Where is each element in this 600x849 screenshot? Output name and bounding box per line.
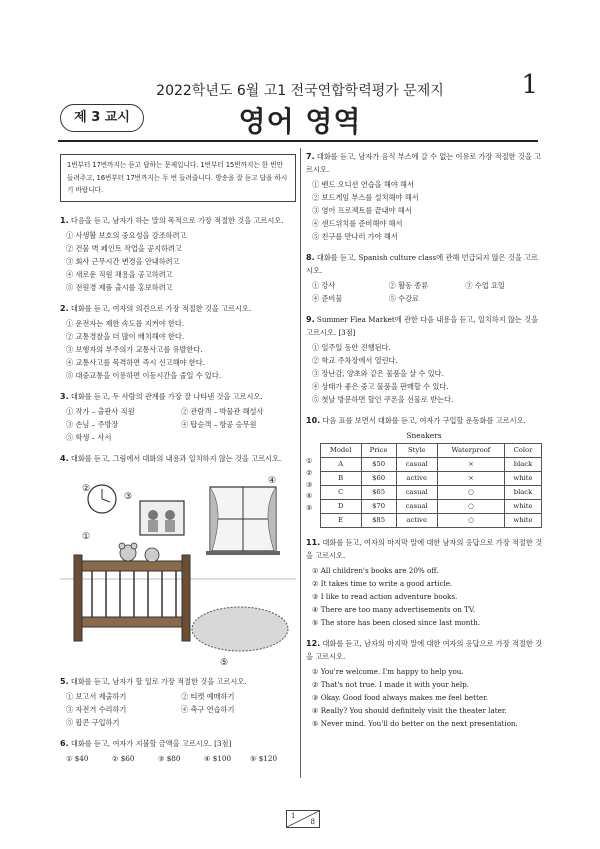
column-header: Style	[396, 444, 437, 458]
question-text: 대화를 듣고, Spanish culture class에 관해 언급되지 않은 것을 고르시오.	[306, 253, 538, 275]
table-cell: $70	[361, 500, 396, 514]
option: ② It takes time to write a good article.	[312, 579, 453, 588]
option: ④ 탑승객 – 항공 승무원	[181, 419, 257, 429]
question-text: 대화를 듣고, 여자가 지불할 금액을 고르시오. [3점]	[70, 738, 232, 748]
table-cell: B	[320, 472, 361, 486]
table-caption: Sneakers	[406, 431, 442, 440]
question-number: 3.	[60, 391, 69, 401]
table-cell: active	[396, 514, 437, 528]
table-cell: casual	[396, 486, 437, 500]
table-cell: ×	[437, 458, 504, 472]
table-cell: white	[504, 472, 541, 486]
table-cell: ○	[437, 486, 504, 500]
option: ④ $100	[204, 753, 232, 763]
question-number: 7.	[306, 152, 315, 161]
table-row	[320, 500, 541, 514]
question-number: 10.	[306, 416, 321, 425]
question-1	[60, 214, 296, 294]
option: ⑤ 팝콘 구입하기	[66, 717, 120, 727]
option: ③ I like to read action adventure books.	[312, 592, 458, 601]
option: ② 활동 종류	[388, 281, 429, 290]
option: ① 작가 – 출판사 직원	[66, 406, 135, 416]
option: ② 건물 벽 페인트 작업을 공지하려고	[66, 243, 182, 253]
mark-1: ①	[82, 531, 91, 542]
option: ③ 장난감, 양초와 같은 물품을 살 수 있다.	[312, 369, 444, 378]
option: ④ 샌드위치를 준비해야 해서	[312, 219, 403, 228]
table-cell: E	[320, 514, 361, 528]
window-icon	[206, 487, 280, 555]
family-picture-icon	[140, 501, 184, 535]
option: ④ There are too many advertisements on TV.	[312, 605, 476, 614]
row-mark: ③	[306, 480, 313, 489]
clock-icon	[88, 485, 116, 513]
subject-title: 영어 영역	[238, 105, 362, 138]
question-number: 9.	[306, 315, 315, 324]
option: ③ $80	[158, 753, 181, 763]
question-number: 5.	[60, 676, 69, 686]
option: ④ 교통사고를 목격하면 즉시 신고해야 한다.	[66, 357, 205, 367]
question-12	[306, 637, 542, 730]
option: ② 관람객 – 박물관 해설사	[181, 406, 264, 416]
option: ④ 상태가 좋은 중고 물품을 판매할 수 있다.	[312, 382, 449, 391]
option: ① 보고서 제출하기	[66, 691, 127, 701]
option: ⑤ 첫날 방문하면 할인 쿠폰을 선물로 받는다.	[312, 395, 454, 404]
option: ① You're welcome. I'm happy to help you.	[312, 667, 464, 676]
option: ① 사생활 보호의 중요성을 강조하려고	[66, 230, 187, 240]
column-header: Waterproof	[437, 444, 504, 458]
option: ② 교통경찰을 더 많이 배치해야 한다.	[66, 331, 185, 341]
option: ③ 회사 근무시간 변경을 안내하려고	[66, 256, 180, 266]
option: ① $40	[66, 753, 89, 763]
column-header: Price	[361, 444, 396, 458]
table-cell: $60	[361, 472, 396, 486]
question-10	[306, 414, 542, 528]
option: ① All children's books are 20% off.	[312, 566, 439, 575]
question-number: 6.	[60, 738, 69, 748]
column-header: Model	[320, 444, 361, 458]
question-11	[306, 536, 542, 629]
table-cell: casual	[396, 458, 437, 472]
table-cell: ○	[437, 514, 504, 528]
question-number: 8.	[306, 253, 315, 262]
table-cell: white	[504, 500, 541, 514]
table-cell: active	[396, 472, 437, 486]
table-row	[320, 514, 541, 528]
row-mark: ⑤	[306, 504, 313, 513]
table-cell: white	[504, 514, 541, 528]
listening-notice: 1번부터 17번까지는 듣고 답하는 문제입니다. 1번부터 15번까지는 한 번만 들려주고, 16번부터 17번까지는 두 번 들려줍니다. 방송을 잘 듣고 답을 하시기 바랍니다.	[60, 154, 296, 202]
option: ④ 새로운 직원 채용을 공고하려고	[66, 269, 173, 279]
table-row	[320, 486, 541, 500]
option: ② 보드게임 부스를 설치해야 해서	[312, 193, 419, 202]
mark-4: ④	[268, 475, 277, 486]
question-6	[60, 737, 296, 765]
option: ③ 영어 프로젝트를 끝내야 해서	[312, 206, 412, 215]
option: ② 티켓 예매하기	[181, 691, 235, 701]
table-cell: ○	[437, 500, 504, 514]
exam-title: 2022학년도 6월 고1 전국연합학력평가 문제지	[156, 83, 444, 99]
header-rule	[58, 140, 538, 142]
option: ④ Really? You should definitely visit the theater later.	[312, 706, 507, 715]
question-text: Summer Flea Market에 관한 다음 내용을 듣고, 일치하지 않는 것을 고르시오. [3점]	[306, 315, 539, 337]
question-text: 대화를 듣고, 남자가 할 일로 가장 적절한 것을 고르시오.	[70, 676, 247, 686]
option: ① 일주일 동안 진행된다.	[312, 343, 391, 352]
option: ③ 손님 – 주방장	[66, 419, 119, 429]
question-text: 대화를 듣고, 여자의 마지막 말에 대한 남자의 응답으로 가장 적절한 것을 고르시오.	[306, 538, 543, 560]
question-text: 대화를 듣고, 여자의 의견으로 가장 적절한 것을 고르시오.	[70, 303, 252, 313]
page-number: 1	[521, 70, 538, 100]
table-row	[320, 458, 541, 472]
bedroom-illustration	[60, 469, 296, 667]
table-cell: C	[320, 486, 361, 500]
table-cell: $85	[361, 514, 396, 528]
question-number: 1.	[60, 215, 69, 225]
question-number: 2.	[60, 303, 69, 313]
option: ⑤ The store has been closed since last month.	[312, 618, 481, 627]
left-column	[60, 150, 296, 773]
option: ⑤ 대중교통을 이용하면 이동시간을 줄일 수 있다.	[66, 370, 222, 380]
question-4	[60, 452, 296, 667]
question-number: 4.	[60, 453, 69, 463]
table-cell: D	[320, 500, 361, 514]
question-7	[306, 150, 542, 243]
option: ③ 보행자의 부주의가 교통사고를 유발한다.	[66, 344, 203, 354]
row-mark: ④	[306, 492, 313, 501]
question-3	[60, 390, 296, 444]
column-divider	[300, 148, 301, 778]
option: ⑤ 전원경 제품 출시를 홍보하려고	[66, 282, 173, 292]
option: ② That's not true. I made it with your help.	[312, 680, 470, 689]
row-mark: ①	[306, 457, 313, 465]
mark-5: ⑤	[220, 657, 229, 667]
option: ① 밴드 오디션 연습을 해야 해서	[312, 180, 414, 189]
table-row	[320, 472, 541, 486]
option: ② 학교 주차장에서 열린다.	[312, 356, 398, 365]
option: ① 강사	[312, 281, 336, 290]
option: ⑤ Never mind. You'll do better on the next presentation.	[312, 719, 518, 728]
column-header: Color	[504, 444, 541, 458]
mark-3: ③	[124, 491, 133, 502]
option: ② $60	[112, 753, 135, 763]
question-text: 다음 표를 보면서 대화를 듣고, 여자가 구입할 운동화를 고르시오.	[322, 416, 526, 425]
table-cell: black	[504, 486, 541, 500]
option: ⑤ $120	[250, 753, 278, 763]
current-page: 1	[291, 812, 296, 820]
sneakers-table	[320, 443, 542, 528]
question-text: 대화를 듣고, 두 사람의 관계를 가장 잘 나타낸 것을 고르시오.	[70, 391, 263, 401]
option: ③ 자전거 수리하기	[66, 704, 127, 714]
question-text: 대화를 듣고, 남자의 마지막 말에 대한 여자의 응답으로 가장 적절한 것을 고르시오.	[306, 639, 543, 661]
question-number: 12.	[306, 639, 321, 648]
table-cell: black	[504, 458, 541, 472]
question-8	[306, 251, 542, 305]
table-cell: ×	[437, 472, 504, 486]
page-indicator	[286, 810, 320, 828]
session-label: 제 3 교시	[60, 104, 144, 132]
option: ④ 축구 연습하기	[181, 704, 235, 714]
question-5	[60, 675, 296, 729]
question-2	[60, 302, 296, 382]
option: ⑤ 친구를 만나러 가야 해서	[312, 232, 398, 241]
option: ⑤ 수강료	[388, 294, 419, 303]
option: ④ 준비물	[312, 294, 343, 303]
option: ① 운전자는 제한 속도를 지켜야 한다.	[66, 318, 185, 328]
option: ③ Okay. Good food always makes me feel better.	[312, 693, 489, 702]
question-text: 대화를 듣고, 남자가 음식 부스에 갈 수 없는 이유로 가장 적절한 것을 고르시오.	[306, 152, 542, 174]
question-text: 다음을 듣고, 남자가 하는 말의 목적으로 가장 적절한 것을 고르시오.	[70, 215, 284, 225]
rug-icon	[192, 607, 288, 651]
option: ⑤ 학생 – 사서	[66, 432, 112, 442]
right-column	[306, 150, 542, 738]
option: ③ 수업 요일	[465, 281, 505, 290]
table-cell: A	[320, 458, 361, 472]
question-number: 11.	[306, 538, 321, 547]
table-cell: $50	[361, 458, 396, 472]
question-9	[306, 313, 542, 406]
table-cell: $65	[361, 486, 396, 500]
table-cell: casual	[396, 500, 437, 514]
total-pages: 8	[310, 818, 315, 826]
question-text: 대화를 듣고, 그림에서 대화의 내용과 일치하지 않는 것을 고르시오.	[70, 453, 282, 463]
mark-2: ②	[82, 483, 91, 494]
row-mark: ②	[306, 468, 313, 477]
